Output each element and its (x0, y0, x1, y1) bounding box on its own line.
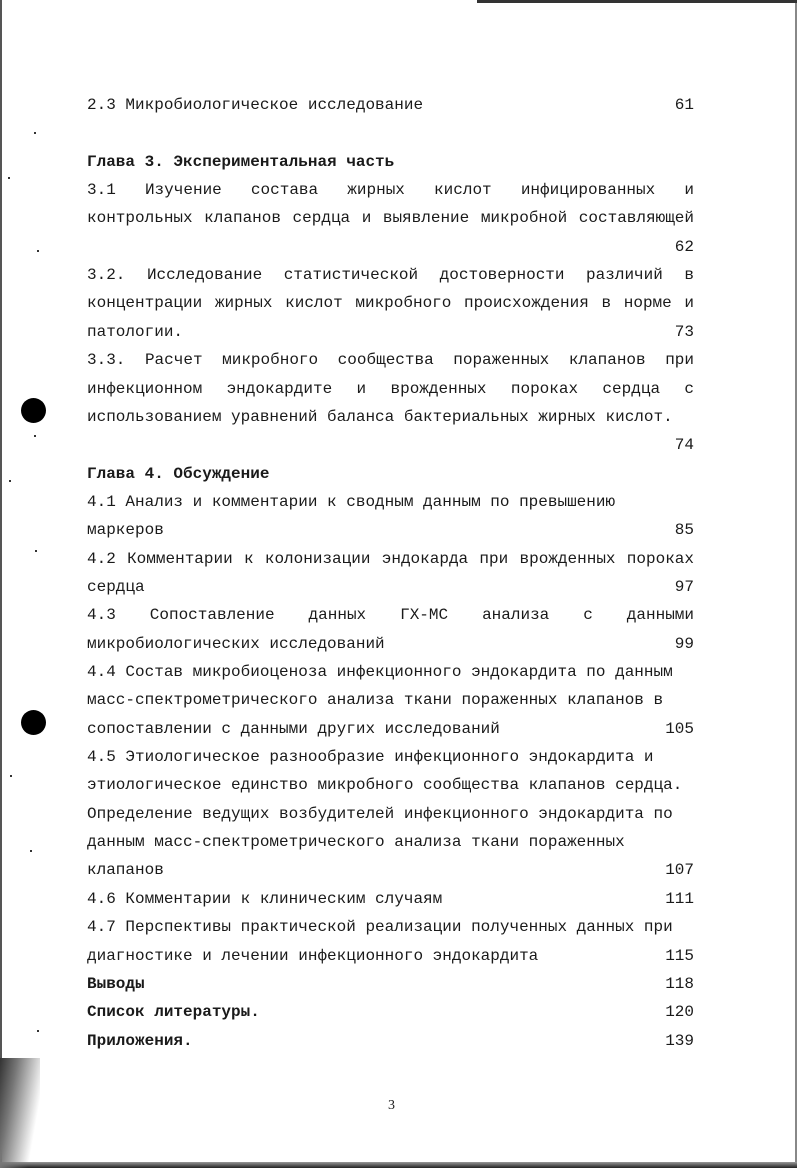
toc-entry-line (87, 293, 694, 313)
toc-entry-line (87, 946, 694, 966)
toc-entry-text: данным масс-спектрометрического анализа ткани пораженных (87, 833, 625, 852)
toc-entry-text: клапанов (87, 861, 164, 880)
punch-hole (21, 398, 46, 423)
toc-entry-text: 4.7 Перспективы практической реализации полученных данных при (87, 918, 673, 937)
toc-entry-line (87, 549, 694, 569)
toc-entry-line (87, 832, 694, 852)
scan-speck (9, 480, 11, 482)
toc-entry-text: 4.6 Комментарии к клиническим случаям (87, 889, 443, 908)
scan-shadow (0, 1058, 40, 1168)
toc-entry-text: 4.1 Анализ и комментарии к сводным данным по превышению (87, 492, 616, 511)
toc-entry-text: 4.3 Сопоставление данных ГХ-МС анализа с данными (87, 606, 694, 625)
toc-entry-line (87, 634, 694, 654)
scan-speck (37, 250, 39, 252)
scan-speck (34, 132, 36, 134)
toc-entry-text: сердца (87, 577, 145, 596)
scan-edge-top (477, 0, 797, 3)
toc-entry-line (87, 605, 694, 625)
toc-entry-line (87, 804, 694, 824)
scan-speck (10, 775, 12, 777)
toc-entry-text: контрольных клапанов сердца и выявление микробной составляющей (87, 209, 694, 228)
scan-edge-left (0, 0, 2, 1168)
toc-entry-line (87, 719, 694, 739)
toc-entry-text: Выводы (87, 974, 145, 993)
toc-entry-line (87, 237, 694, 257)
toc-entry-text: 3.3. Расчет микробного сообщества пораженных клапанов при (87, 351, 694, 370)
scan-speck (8, 177, 10, 179)
toc-heading (87, 1031, 694, 1051)
toc-entry-text: 3.1 Изучение состава жирных кислот инфицированных и (87, 181, 694, 200)
scan-speck (30, 850, 32, 852)
toc-page-number: 120 (665, 1003, 694, 1022)
scan-edge-bottom (0, 1162, 797, 1168)
toc-entry-text: инфекционном эндокардите и врожденных пороках сердца с (87, 379, 694, 398)
toc-entry-text: 2.3 Микробиологическое исследование (87, 96, 424, 114)
toc-page-number: 61 (674, 96, 694, 114)
toc-entry-text: Глава 3. Экспериментальная часть (87, 152, 395, 171)
punch-hole (21, 710, 46, 735)
toc-page-number: 111 (665, 889, 694, 908)
toc-entry-text: микробиологических исследований (87, 634, 385, 653)
scan-speck (35, 550, 37, 552)
toc-entry-text: патологии. (87, 322, 184, 341)
scan-speck (34, 435, 36, 437)
toc-entry-text: масс-спектрометрического анализа ткани пораженных клапанов в (87, 691, 664, 710)
toc-entry-line (87, 889, 694, 909)
toc-page-number: 85 (674, 521, 694, 540)
toc-heading (87, 974, 694, 994)
toc-entry-text: использованием уравнений баланса бактериальных жирных кислот. (87, 407, 673, 426)
toc-entry-line (87, 520, 694, 540)
toc-page-number: 73 (674, 322, 694, 341)
toc-heading (87, 464, 694, 484)
toc-entry-line (87, 407, 694, 427)
toc-entry-line (87, 350, 694, 370)
toc-entry-line (87, 180, 694, 200)
toc-entry-line (87, 860, 694, 880)
toc-entry-text: Список литературы. (87, 1003, 260, 1022)
toc-entry-line (87, 690, 694, 710)
toc-entry-line (87, 577, 694, 597)
toc-page-number: 115 (665, 946, 694, 965)
toc-entry-text: концентрации жирных кислот микробного происхождения в норме и (87, 294, 694, 313)
toc-page-number: 74 (674, 436, 694, 455)
toc-page-number: 118 (665, 974, 694, 993)
toc-page-number: 105 (665, 719, 694, 738)
toc-entry-text: 4.4 Состав микробиоценоза инфекционного эндокардита по данным (87, 663, 673, 681)
toc-page-number: 139 (665, 1031, 694, 1050)
toc-page-number: 107 (665, 861, 694, 880)
toc-entry-line (87, 775, 694, 795)
toc-entry-text: этиологическое единство микробного сообщества клапанов сердца. (87, 776, 683, 795)
toc-entry-text: диагностике и лечении инфекционного эндокардита (87, 946, 539, 965)
toc-page-number: 99 (674, 634, 694, 653)
toc-entry-line (87, 435, 694, 455)
toc-entry-text: 3.2. Исследование статистической достоверности различий в (87, 266, 694, 285)
scan-speck (37, 1030, 39, 1032)
toc-entry-line (87, 322, 694, 342)
toc-entry-line (87, 917, 694, 937)
toc-entry-line (87, 662, 694, 682)
toc-entry-text: маркеров (87, 521, 164, 540)
toc-entry-line (87, 379, 694, 399)
toc-entry-text: Глава 4. Обсуждение (87, 464, 270, 483)
toc-entry-text: Приложения. (87, 1031, 193, 1050)
toc-page-number: 97 (674, 577, 694, 596)
toc-entry-text: 4.5 Этиологическое разнообразие инфекционного эндокардита и (87, 748, 654, 767)
toc-entry-line (87, 747, 694, 767)
toc-entry-line (87, 208, 694, 228)
toc-entry-text: сопоставлении с данными других исследований (87, 719, 500, 738)
toc-entry-text: 4.2 Комментарии к колонизации эндокарда при врожденных пороках (87, 549, 694, 568)
toc-entry-text: Определение ведущих возбудителей инфекционного эндокардита по (87, 804, 673, 823)
toc-entry-line (87, 265, 694, 285)
toc-page-number: 62 (674, 237, 694, 256)
toc-heading (87, 152, 694, 172)
toc-entry-line (87, 95, 694, 115)
toc-entry-line (87, 492, 694, 512)
page-number: 3 (388, 1098, 395, 1113)
toc-heading (87, 1002, 694, 1022)
